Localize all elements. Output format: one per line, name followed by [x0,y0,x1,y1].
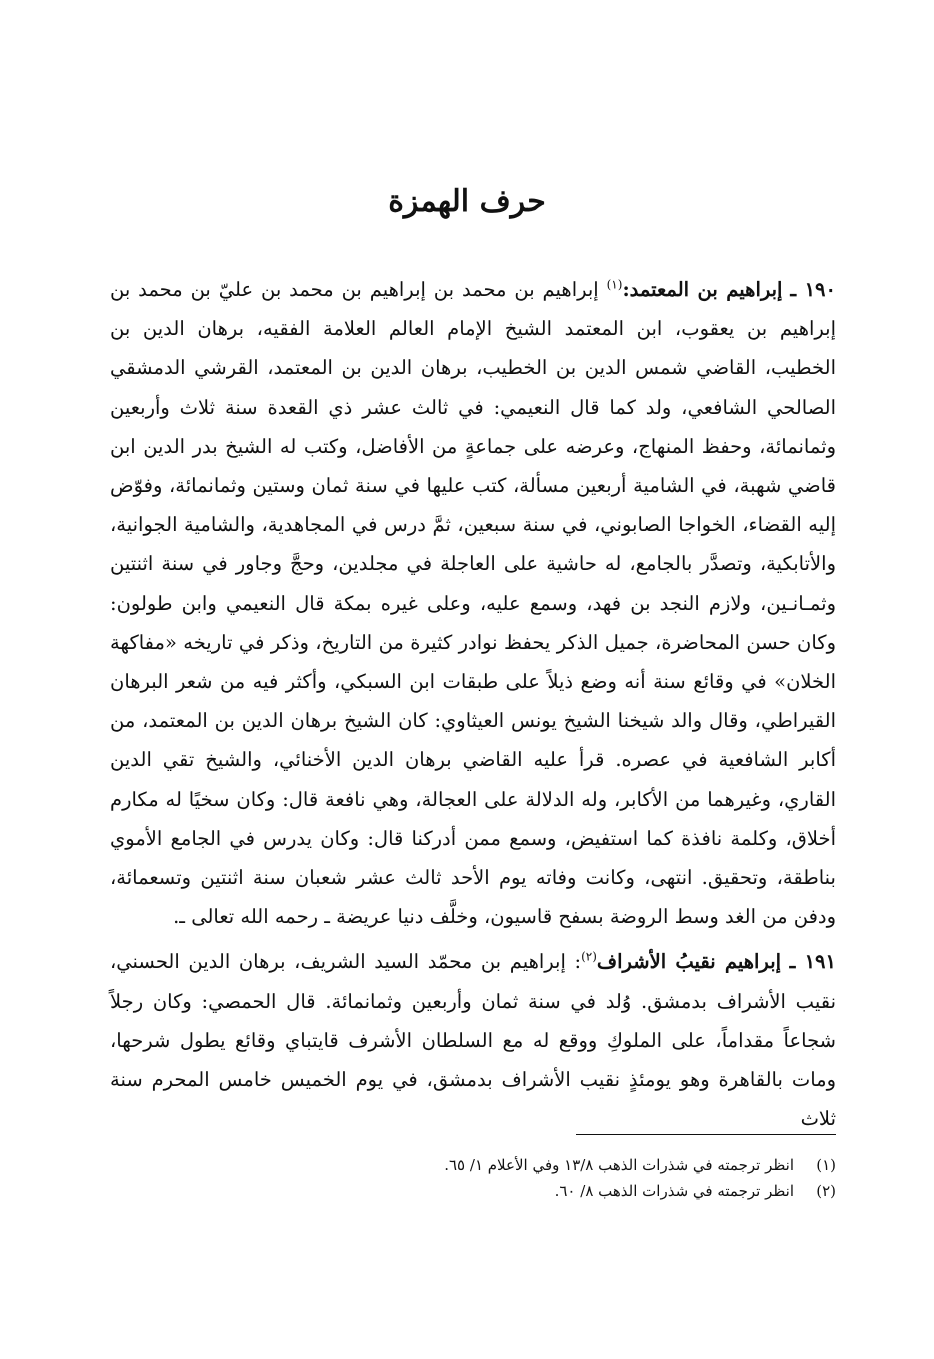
footnote-text: انظر ترجمته في شذرات الذهب ٨/ ٦٠. [554,1182,794,1200]
footnote-mark: (١) [816,1156,836,1174]
entry-191 [110,942,836,1138]
footnote-1 [110,1152,836,1178]
chapter-title: حرف الهمزة [388,184,546,220]
entry-name: إبراهيم بن المعتمد: [622,278,783,301]
footnote-2 [110,1178,836,1204]
entry-190 [110,270,836,936]
entry-text: : إبراهيم بن محمّد السيد الشريف، برهان الدين الحسني، نقيب الأشراف بدمشق. وُلد في سنة ثمان وأربعين وثمانمائة. قال الحمصي: وكان رجلاً شجاعاً مقداماً، على الملوكِ ووقع له مع السلطان الأشرف قايتباي وقائع يطول شرحها، ومات بالقاهرة وهو يومئذٍ نقيب الأشراف بدمشق، في يوم الخميس خامس المحرم سنة ثلاث [110,950,836,1131]
entry-number: ١٩٠ ـ [790,278,836,301]
entry-text: إبراهيم بن محمد بن إبراهيم بن محمد بن عليّ بن محمد بن إبراهيم بن يعقوب، ابن المعتمد الشيخ الإمام العالم العلامة الفقيه، برهان الدين بن الخطيب، القاضي شمس الدين بن الخطيب، برهان الدين بن المعتمد، القرشي الدمشقي الصالحي الشافعي، ولد كما قال النعيمي: في ثالث عشر ذي القعدة سنة ثلاث وأربعين وثمانمائة، وحفظ المنهاج، وعرضه على جماعةٍ من الأفاضل، وكتب له الشيخ بدر الدين ابن قاضي شهبة، في الشامية أربعين مسألة، كتب عليها في سنة ثمان وستين وثمانمائة، وفوّض إليه القضاء، الخواجا الصابوني، في سنة سبعين، ثمَّ درس في المجاهدية، والشامية الجوانية، والأتابكية، وتصدَّر بالجامع، له حاشية على العاجلة في مجلدين، وحجَّ وجاور في سنة اثنتين وثمـانـين، ولازم النجد بن فهد، وسمع عليه، وعلى غيره بمكة قال النعيمي وابن طولون: وكان حسن المحاضرة، جميل الذكر يحفظ نوادر كثيرة من التاريخ، وذكر في تاريخه «مفاكهة الخلان» في وقائع سنة أنه وضع ذيلاً على طبقات ابن السبكي، وأكثر فيه من شعر البرهان القيراطي، وقال والد شيخنا الشيخ يونس العيثاوي: كان الشيخ برهان الدين بن المعتمد، من أكابر الشافعية في عصره. قرأ عليه القاضي برهان الدين الأخنائي، والشيخ تقي الدين القاري، وغيرهما من الأكابر، وله الدلالة على العجالة، وهي نافعة قال: وكان سخيًا له مكارم أخلاق، وكلمة نافذة كما استفيض، وسمع ممن أدركنا قال: وكان يدرس في الجامع الأموي بناطقة، وتحقيق. انتهى، وكانت وفاته يوم الأحد ثالث عشر شعبان سنة اثنتين وتسعمائة، ودفن من الغد وسط الروضة بسفح قاسيون، وخلَّف دنيا عريضة ـ رحمه الله تعالى ـ. [110,278,836,929]
entry-number: ١٩١ ـ [789,950,836,974]
footnote-divider [576,1134,836,1135]
footnote-reference[interactable]: (١) [606,277,623,292]
footnote-mark: (٢) [816,1182,836,1200]
entry-name: إبراهيم نقيبُ الأشراف [596,950,782,974]
main-text [110,270,836,1138]
footnote-text: انظر ترجمته في شذرات الذهب ١٣/٨ وفي الأعلام ١/ ٦٥. [444,1156,794,1174]
footnote-reference[interactable]: (٢) [581,949,597,964]
footnotes [110,1152,836,1204]
